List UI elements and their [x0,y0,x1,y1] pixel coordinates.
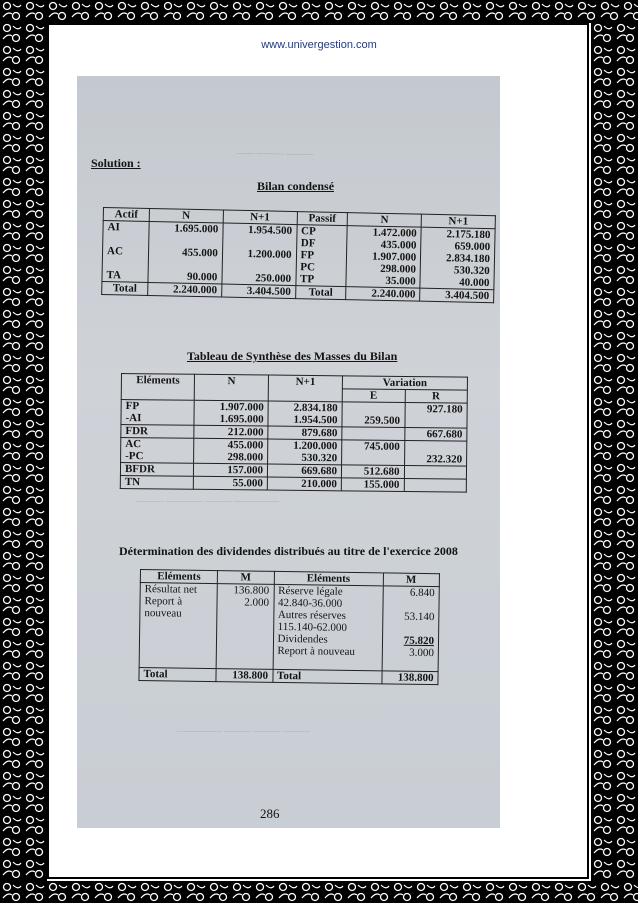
col-header: M [217,571,274,585]
decorative-border-top [0,0,638,23]
table-row [121,400,467,429]
col-header: N+1 [223,210,297,225]
value-cell: 669.680 [268,464,342,478]
site-url[interactable]: www.univergestion.com [261,39,377,51]
value-cell: 136.800 2.000 [216,584,274,670]
book-page-photo [77,76,500,828]
col-header: Eléments [140,570,217,584]
value-cell: 210.000 [267,477,341,491]
bilan-title: Bilan condensé [257,179,335,193]
element-cell: TN [120,475,193,489]
value-cell: 927.180 [404,402,467,428]
synthese-table [120,373,468,493]
table-header-row [121,374,467,391]
value-cell: 879.680 [268,426,342,440]
element-cell: FDR [121,425,194,439]
actif-n-cell: 1.695.000 455.000 90.000 [148,221,223,284]
dividendes-title: Détermination des dividendes distribués au titre de l'exercice 2008 [119,544,458,558]
element-cell: BFDR [120,463,193,477]
total-label: Total [295,286,346,300]
total-row [139,667,438,684]
total-value: 2.240.000 [346,287,420,302]
value-cell [342,427,405,441]
value-cell: 6.840 53.140 75.820 3.000 [382,586,440,672]
value-cell: 2.834.180 1.954.500 [268,401,342,427]
value-cell [404,478,467,492]
element-cell: Résultat net Report à nouveau [139,583,217,669]
element-cell: FP -AI [121,400,194,426]
col-header: N [348,213,422,228]
col-header: Actif [103,208,149,222]
value-cell: 512.680 [341,465,404,479]
decorative-border-right [591,0,638,903]
element-cell: AC -PC [121,438,194,464]
table-row [121,438,467,467]
bilan-table [101,207,496,303]
value-cell: 1.907.000 1.695.000 [194,400,268,426]
page-number: 286 [260,806,280,821]
table-row [120,475,466,492]
col-header: Eléments [274,571,383,586]
total-label: Total [139,667,216,681]
col-header: Variation [342,376,467,390]
value-cell: 259.500 [342,402,405,428]
bleed-through-text: —— ——— ——— [236,147,314,159]
dividendes-table [138,569,440,685]
total-value: 3.404.500 [221,284,295,299]
value-cell: 1.200.000 530.320 [268,439,342,465]
total-value: 2.240.000 [148,282,222,297]
solution-label: Solution : [91,156,141,170]
bleed-through-text: ——— ———— ——— ————— [137,496,279,506]
passif-n1-cell: 2.175.180 659.000 2.834.180 530.320 40.000 [420,227,495,290]
col-header: N [149,208,223,223]
col-header: Eléments [121,374,194,401]
table-row [102,221,495,290]
value-cell: 455.000 298.000 [194,438,268,464]
value-cell: 232.320 [404,440,467,466]
synthese-title: Tableau de Synthèse des Masses du Bilan [187,349,398,363]
actif-cell: AI AC TA [102,221,149,283]
total-label: Total [102,281,148,295]
total-label: Total [272,669,381,684]
col-header: Passif [297,212,348,226]
col-header: E [342,389,405,403]
col-header: N+1 [421,214,495,229]
value-cell [404,465,467,479]
total-value: 3.404.500 [420,288,494,303]
value-cell: 155.000 [341,478,404,492]
bleed-through-text: ————— ——— ——— ——— [177,726,310,736]
passif-n-cell: 1.472.000 435.000 1.907.000 298.000 35.000 [346,226,421,289]
passif-cell: CP DF FP PC TP [295,225,347,287]
total-value: 138.800 [216,669,273,683]
actif-n1-cell: 1.954.500 1.200.000 250.000 [222,223,297,286]
decorative-border-left [0,0,47,903]
value-cell: 157.000 [194,463,268,477]
col-header: N+1 [268,375,342,402]
col-header: R [405,389,468,403]
decorative-border-bottom [0,881,638,903]
total-value: 138.800 [382,671,439,685]
value-cell: 745.000 [342,440,405,466]
element-cell: Réserve légale 42.840-36.000 Autres réserves 115.140-62.000 Dividendes Report à nouveau [273,584,383,671]
value-cell: 55.000 [193,476,267,490]
value-cell: 667.680 [404,427,467,441]
value-cell: 212.000 [194,425,268,439]
col-header: M [383,573,440,587]
col-header: N [194,374,268,401]
table-row [139,583,439,672]
